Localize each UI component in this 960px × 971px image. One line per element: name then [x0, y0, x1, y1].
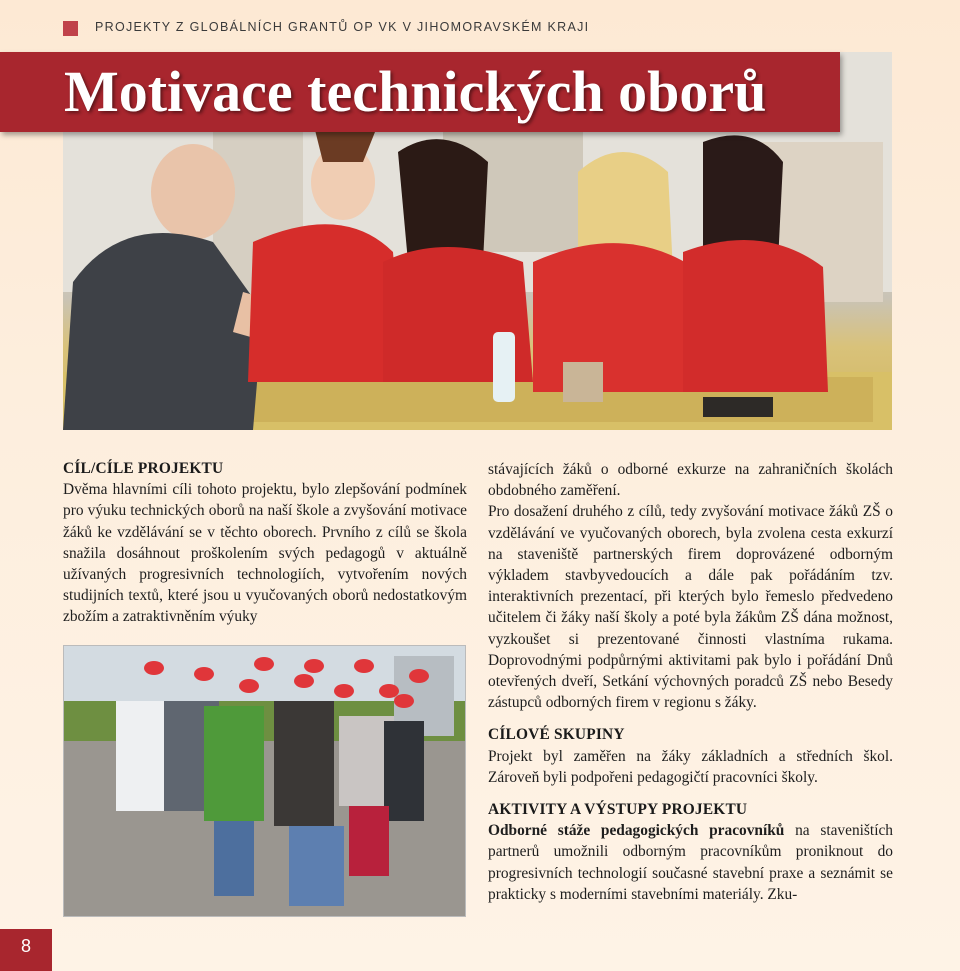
target-groups-heading: CÍLOVÉ SKUPINY — [488, 726, 625, 744]
target-groups-text: Projekt byl zaměřen na žáky základních a středních škol. Zároveň byli podpořeni pedagogičtí pracovníci školy. — [488, 747, 893, 786]
goals-heading: CÍL/CÍLE PROJEKTU — [63, 460, 224, 477]
activities-text — [488, 820, 893, 905]
activities-heading: AKTIVITY A VÝSTUPY PROJEKTU — [488, 801, 748, 819]
goals-paragraph-1-continued: stávajících žáků o odborné exkurze na zahraničních školách obdobného zaměření. — [488, 461, 893, 500]
header-marker — [63, 21, 78, 36]
right-column — [488, 459, 893, 905]
group-photo-illustration — [64, 646, 466, 917]
group-photo — [63, 645, 466, 917]
page-title: Motivace technických oborů — [64, 59, 767, 124]
section-label: PROJEKTY Z GLOBÁLNÍCH GRANTŮ OP VK V JIHOMORAVSKÉM KRAJI — [95, 20, 590, 34]
activities-body: na staveništích partnerů umožnili odborným pracovníkům proniknout do progresivních technologií současné stavební praxe a seznámit se prakticky s moderními stavebními materiály. Zku- — [488, 822, 893, 903]
goals-paragraph-2: Pro dosažení druhého z cílů, tedy zvyšování motivace žáků ZŠ o vzdělávání ve vyučovaných oborech, byla zvolena cesta exkurzí na staveniště partnerských firem doprovázené odborným výkladem stavbyvedoucích a dále pak pořádáním tzv. interaktivních prezentací, při kterých bylo řemeslo předvedeno učitelem či žáky naší školy a poté byla žákům ZŠ dána možnost, vyzkoušet si prezentované činnosti vlastníma rukama. Doprovodnými podpůrnými aktivitami pak bylo i pořádání Dnů otevřených dveří, Setkání výchovných poradců ZŠ nebo Besedy zástupců odborných firem v regionu s žáky. — [488, 503, 893, 712]
activities-bold-lead: Odborné stáže pedagogických pracovníků — [488, 822, 785, 840]
left-column — [63, 458, 467, 628]
goals-paragraph-1: Dvěma hlavními cíli tohoto projektu, bylo zlepšování podmínek pro výuku technických oborů na naší škole a zvyšování motivace žáků ke vzdělávání se v těchto oborech. Prvního z cílů se škola snažila dosáhnout proškolením svých pedagogů v aktuálně užívaných progresivních technologiích, vytvořením nových studijních textů, které jsou u vyučovaných oborů nedostatkovým zbožím a zatraktivněním výuky — [63, 481, 467, 626]
page-number: 8 — [20, 936, 31, 956]
